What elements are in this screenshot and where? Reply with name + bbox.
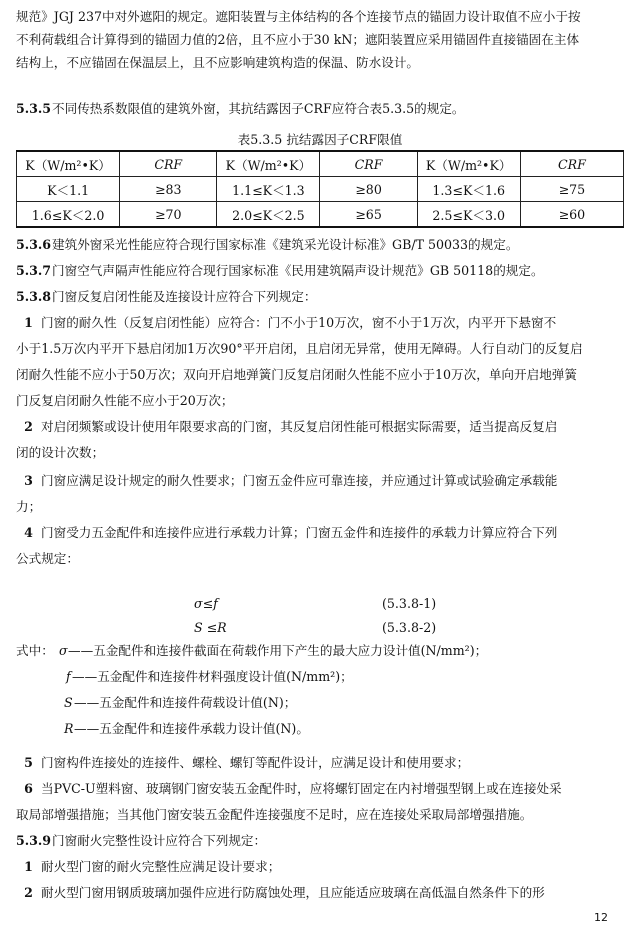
table-cell: ≥83: [120, 177, 217, 202]
intro-line-2: 不利荷载组合计算得到的锚固力值的2倍，且不应小于30 kN；遮阳装置应采用锚固件直接锚固在主体: [16, 32, 580, 47]
where-symbol: f: [66, 669, 71, 684]
item-number: 2: [24, 885, 33, 900]
item-1-line-4: 门反复启闭耐久性能不应小于20万次；: [16, 393, 234, 408]
section-text: 门窗空气声隔声性能应符合现行国家标准《民用建筑隔声设计规范》GB 50118的规定。: [52, 263, 544, 278]
section-number: 5.3.8: [16, 289, 52, 304]
table-header-cell: K（W/m²•K）: [17, 151, 120, 177]
table-cell: 2.0≤K＜2.5: [217, 202, 320, 228]
fire-item-1: [16, 856, 624, 878]
where-symbol: R: [64, 721, 74, 736]
table-header-cell: K（W/m²•K）: [417, 151, 520, 177]
table-header-row: [17, 151, 624, 177]
section-5-3-5: [16, 98, 624, 120]
item-number: 3: [24, 473, 33, 488]
item-1-line-1: [16, 312, 624, 334]
formula-1-number: (5.3.8-1): [382, 596, 437, 611]
intro-line-1: 规范》JGJ 237中对外遮阳的规定。遮阳装置与主体结构的各个连接节点的锚固力设计取值不应小于按: [16, 9, 581, 24]
section-text: 门窗反复启闭性能及连接设计应符合下列规定：: [52, 289, 317, 304]
section-number: 5.3.6: [16, 237, 52, 252]
table-cell: ≥65: [320, 202, 417, 228]
table-header-cell: CRF: [320, 151, 417, 177]
table-cell: 1.6≤K＜2.0: [17, 202, 120, 228]
table-cell: ≥60: [520, 202, 623, 228]
formula-2-number: (5.3.8-2): [382, 620, 437, 635]
item-1-line-3: 闭耐久性能不应小于50万次；双向开启地弹簧门反复启闭耐久性能不应小于10万次，单向开启地弹簧: [16, 367, 577, 382]
section-number: 5.3.9: [16, 833, 52, 848]
item-4-line-1: [16, 522, 624, 544]
where-definition: ——五金配件和连接件截面在荷载作用下产生的最大应力设计值(N/mm²)；: [68, 643, 488, 658]
section-number: 5.3.7: [16, 263, 52, 278]
table-row: [17, 202, 624, 228]
item-3-line-1: [16, 470, 624, 492]
table-cell: ≥70: [120, 202, 217, 228]
table-cell: ≥75: [520, 177, 623, 202]
item-text: 门窗构件连接处的连接件、螺栓、螺钉等配件设计，应满足设计和使用要求；: [41, 755, 470, 770]
table-caption: 表5.3.5 抗结露因子CRF限值: [237, 132, 403, 147]
item-4-line-2: 公式规定：: [16, 551, 79, 566]
item-number: 1: [24, 859, 33, 874]
table-row: [17, 177, 624, 202]
section-number: 5.3.5: [16, 101, 52, 116]
table-cell: 2.5≤K＜3.0: [417, 202, 520, 228]
item-text: 耐火型门窗用钢质玻璃加强件应进行防腐蚀处理，且应能适应玻璃在高低温自然条件下的形: [41, 885, 545, 900]
item-text: 对启闭频繁或设计使用年限要求高的门窗，其反复启闭性能可根据实际需要，适当提高反复启: [41, 419, 558, 434]
item-1-line-2: 小于1.5万次内平开下悬启闭加1万次90°平开启闭，且启闭无异常，使用无障碍。人行自动门的反复启: [16, 341, 583, 356]
fire-item-2: [16, 882, 624, 904]
table-header-cell: K（W/m²•K）: [217, 151, 320, 177]
where-symbol: S: [64, 695, 73, 710]
table-cell: 1.1≤K＜1.3: [217, 177, 320, 202]
item-number: 2: [24, 419, 33, 434]
item-text: 当PVC-U塑料窗、玻璃钢门窗安装五金配件时，应将螺钉固定在内衬增强型钢上或在连接处采: [41, 781, 562, 796]
item-5-line-1: [16, 752, 624, 774]
where-symbol: σ: [59, 643, 68, 658]
where-definition: ——五金配件和连接件材料强度设计值(N/mm²)；: [72, 669, 353, 684]
section-text: 门窗耐火完整性设计应符合下列规定：: [52, 833, 267, 848]
item-2-line-1: [16, 416, 624, 438]
section-5-3-8: [16, 286, 624, 308]
item-number: 1: [24, 315, 33, 330]
section-text: 建筑外窗采光性能应符合现行国家标准《建筑采光设计标准》GB/T 50033的规定。: [52, 237, 519, 252]
item-6-line-1: [16, 778, 624, 800]
page-number: 12: [594, 911, 608, 924]
section-5-3-6: [16, 234, 624, 256]
table-cell: 1.3≤K＜1.6: [417, 177, 520, 202]
item-2-line-2: 闭的设计次数；: [16, 445, 105, 460]
item-number: 6: [24, 781, 33, 796]
where-definition: ——五金配件和连接件承载力设计值(N)。: [74, 721, 309, 736]
item-3-line-2: 力；: [16, 499, 42, 514]
where-lead: 式中：: [16, 643, 54, 658]
table-cell: ≥80: [320, 177, 417, 202]
item-text: 门窗应满足设计规定的耐久性要求；门窗五金件应可靠连接，并应通过计算或试验确定承载能: [41, 473, 558, 488]
item-text: 耐火型门窗的耐火完整性应满足设计要求；: [41, 859, 281, 874]
section-5-3-7: [16, 260, 624, 282]
item-6-line-2: 取局部增强措施；当其他门窗安装五金配件连接强度不足时，应在连接处采取局部增强措施。: [16, 807, 533, 822]
section-5-3-9: [16, 830, 624, 852]
item-number: 4: [24, 525, 33, 540]
table-header-cell: CRF: [120, 151, 217, 177]
section-text: 不同传热系数限值的建筑外窗，其抗结露因子CRF应符合表5.3.5的规定。: [52, 101, 465, 116]
crf-table: [16, 150, 624, 228]
item-text: 门窗受力五金配件和连接件应进行承载力计算；门窗五金件和连接件的承载力计算应符合下列: [41, 525, 558, 540]
formula-1: σ≤f: [194, 596, 218, 611]
formula-2: S ≤R: [194, 620, 227, 635]
item-text: 门窗的耐久性（反复启闭性能）应符合：门不小于10万次，窗不小于1万次，内平开下悬窗不: [41, 315, 557, 330]
table-cell: K＜1.1: [17, 177, 120, 202]
where-definition: ——五金配件和连接件荷载设计值(N)；: [74, 695, 297, 710]
item-number: 5: [24, 755, 33, 770]
intro-line-3: 结构上，不应锚固在保温层上，且不应影响建筑构造的保温、防水设计。: [16, 55, 419, 70]
table-header-cell: CRF: [520, 151, 623, 177]
